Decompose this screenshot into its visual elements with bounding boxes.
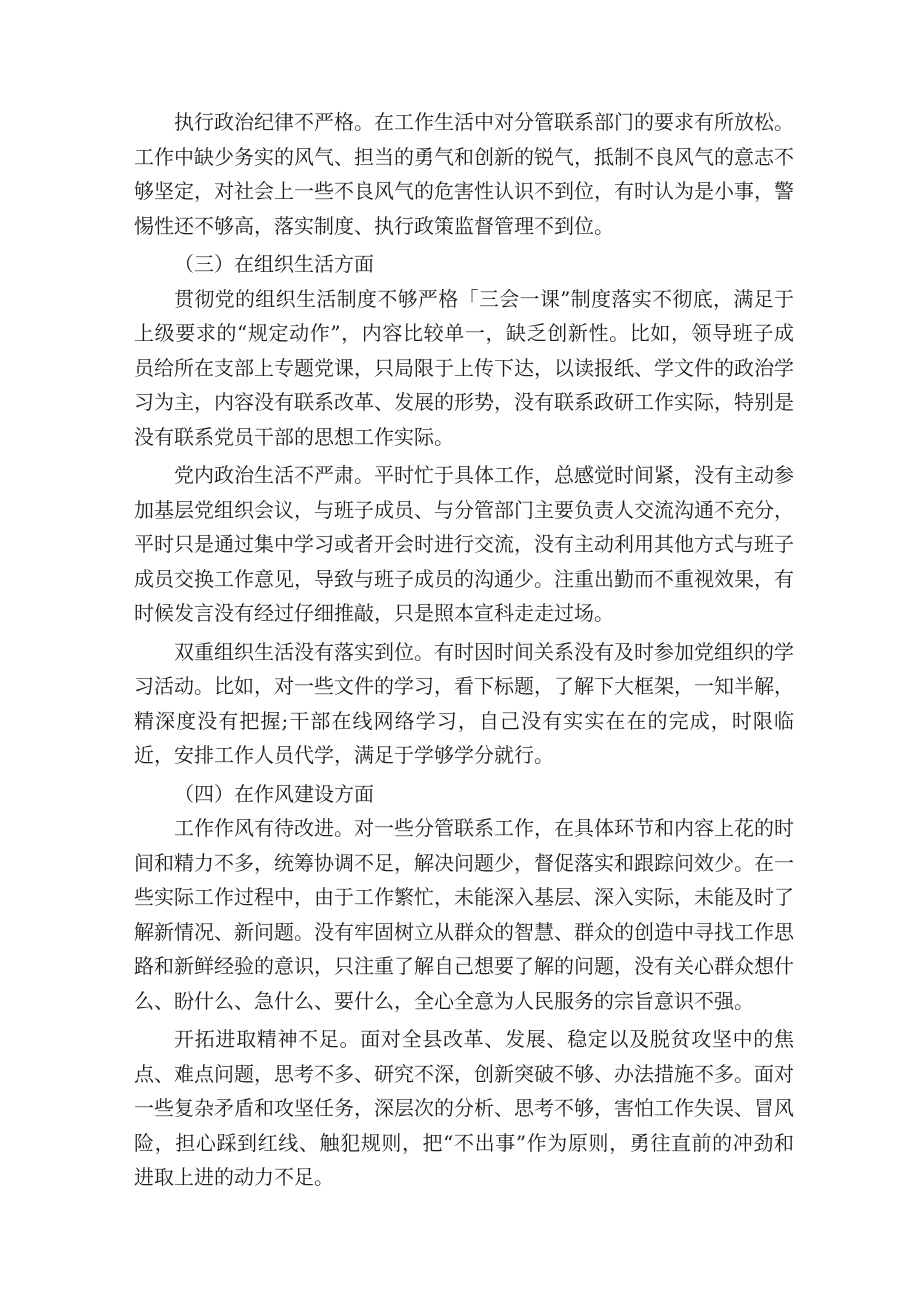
paragraph-pioneering-spirit: 开拓进取精神不足。面对全县改革、发展、稳定以及脱贫攻坚中的焦点、难点问题，思考不多、研究不深，创新突破不够、办法措施不多。面对一些复杂矛盾和攻坚任务，深层次的分析、思考不够，害怕工作失误、冒风险，担心踩到红线、触犯规则，把“不出事”作为原则，勇往直前的冲劲和进取上进的动力不足。	[134, 1027, 794, 1189]
paragraph-work-style-improvement: 工作作风有待改进。对一些分管联系工作，在具体环节和内容上花的时间和精力不多，统筹协调不足，解决问题少，督促落实和跟踪问效少。在一些实际工作过程中，由于工作繁忙，未能深入基层、深入实际，未能及时了解新情况、新问题。没有牢固树立从群众的智慧、群众的创造中寻找工作思路和新鲜经验的意识，只注重了解自己想要了解的问题，没有关心群众想什么、盼什么、急什么、要什么，全心全意为人民服务的宗旨意识不强。	[134, 816, 794, 1013]
document-body	[134, 105, 794, 1195]
paragraph-organizational-system: 贯彻党的组织生活制度不够严格「三会一课”制度落实不彻底，满足于上级要求的“规定动作”，内容比较单一，缺乏创新性。比如，领导班子成员给所在支部上专题党课，只局限于上传下达，以读报纸、学文件的政治学习为主，内容没有联系改革、发展的形势，没有联系政研工作实际，特别是没有联系党员干部的思想工作实际。	[134, 286, 794, 449]
paragraph-inner-party-life: 党内政治生活不严肃。平时忙于具体工作，总感觉时间紧，没有主动参加基层党组织会议，与班子成员、与分管部门主要负责人交流沟通不充分，平时只是通过集中学习或者开会时进行交流，没有主动利用其他方式与班子成员交换工作意见，导致与班子成员的沟通少。注重出勤而不重视效果，有时候发言没有经过仔细推敲，只是照本宣科走走过场。	[134, 463, 794, 625]
paragraph-dual-organizational-life: 双重组织生活没有落实到位。有时因时间关系没有及时参加党组织的学习活动。比如，对一些文件的学习，看下标题，了解下大框架，一知半解，精深度没有把握;干部在线网络学习，自己没有实实在在的完成，时限临近，安排工作人员代学，满足于学够学分就行。	[134, 639, 794, 767]
section-heading-organizational-life: （三）在组织生活方面	[174, 252, 374, 276]
section-heading-work-style: （四）在作风建设方面	[174, 781, 374, 806]
paragraph-political-discipline: 执行政治纪律不严格。在工作生活中对分管联系部门的要求有所放松。工作中缺少务实的风气、担当的勇气和创新的锐气，抵制不良风气的意志不够坚定，对社会上一些不良风气的危害性认识不到位，有时认为是小事，警惕性还不够高，落实制度、执行政策监督管理不到位。	[134, 110, 794, 238]
